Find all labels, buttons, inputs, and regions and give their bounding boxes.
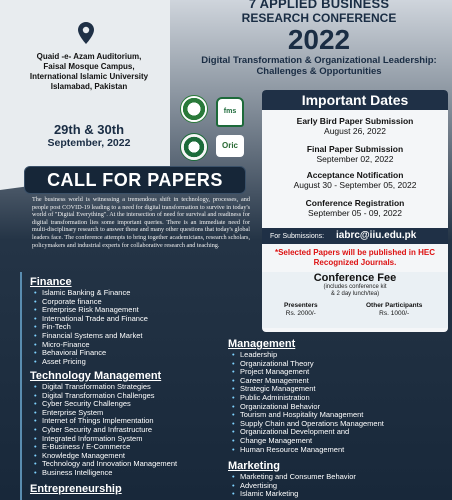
list-item: • Advertising bbox=[240, 482, 448, 491]
fee-others-value: Rs. 1000/- bbox=[379, 310, 410, 317]
list-item: • Islamic Banking & Finance bbox=[42, 289, 230, 298]
location-pin-icon bbox=[78, 22, 94, 44]
list-item: • Knowledge Management bbox=[42, 452, 230, 461]
venue-address bbox=[14, 52, 164, 92]
list-item: • Micro-Finance bbox=[42, 341, 230, 350]
title-year: 2022 bbox=[287, 24, 351, 55]
entrepreneurship-heading: Entrepreneurship bbox=[30, 483, 122, 495]
marketing-list bbox=[228, 473, 448, 499]
title-line-2: RESEARCH CONFERENCE bbox=[241, 11, 397, 25]
fee-presenters bbox=[284, 302, 318, 318]
finance-section bbox=[30, 276, 230, 366]
list-item: • E-Business / E-Commerce bbox=[42, 443, 230, 452]
left-accent-line bbox=[20, 272, 22, 500]
management-list bbox=[228, 351, 448, 454]
fee-presenters-value: Rs. 2000/- bbox=[285, 310, 316, 317]
oric-logo: Oric bbox=[216, 135, 244, 157]
list-item: • Career Management bbox=[240, 377, 448, 386]
fee-note-line: & 2 day lunch/tea) bbox=[330, 291, 380, 297]
venue-line: Faisal Mosque Campus, bbox=[43, 62, 135, 71]
technology-heading: Technology Management bbox=[30, 370, 162, 382]
list-item: • Digital Transformation Strategies bbox=[42, 383, 230, 392]
selected-papers-note: *Selected Papers will be published in HEC Recognized Journals. bbox=[274, 248, 436, 267]
university-seal-logo bbox=[180, 95, 208, 123]
date-item-value: September 02, 2022 bbox=[316, 154, 394, 164]
list-item: • Supply Chain and Operations Management bbox=[240, 420, 448, 429]
important-dates-heading: Important Dates bbox=[262, 90, 448, 110]
fee-presenters-label: Presenters bbox=[284, 302, 318, 309]
list-item: • Organizational Behavior bbox=[240, 403, 448, 412]
management-section bbox=[228, 338, 448, 454]
marketing-section bbox=[228, 460, 448, 499]
conference-dates bbox=[14, 122, 164, 150]
date-main: 29th & 30th bbox=[53, 122, 125, 137]
conference-title bbox=[186, 0, 452, 77]
technology-section bbox=[30, 370, 230, 478]
call-for-papers-banner bbox=[24, 166, 246, 194]
list-item: • Financial Systems and Market bbox=[42, 332, 230, 341]
list-item: • Asset Pricing bbox=[42, 358, 230, 367]
list-item: • Islamic Marketing bbox=[240, 490, 448, 499]
list-item: • Integrated Information System bbox=[42, 435, 230, 444]
finance-heading: Finance bbox=[30, 276, 72, 288]
venue-line: International Islamic University bbox=[29, 72, 149, 81]
list-item: • Enterprise Risk Management bbox=[42, 306, 230, 315]
list-item: • Change Management bbox=[240, 437, 448, 446]
list-item: • Internet of Things Implementation bbox=[42, 417, 230, 426]
entrepreneurship-section bbox=[30, 483, 230, 495]
logo-group bbox=[178, 95, 258, 170]
date-item bbox=[262, 144, 448, 164]
list-item: • Organizational Theory bbox=[240, 360, 448, 369]
venue-line: Quaid -e- Azam Auditorium, bbox=[36, 52, 142, 61]
date-sub: September, 2022 bbox=[47, 137, 131, 149]
list-item: • Leadership bbox=[240, 351, 448, 360]
marketing-heading: Marketing bbox=[228, 460, 280, 472]
date-item bbox=[262, 116, 448, 136]
date-item-title: Early Bird Paper Submission bbox=[296, 116, 414, 126]
list-item: • Fin-Tech bbox=[42, 323, 230, 332]
intro-paragraph: The business world is witnessing a tremendous shift in technology, processes, and people post COVID-19 leading to a need for digital transformation to survive in today's world of "Digital Everything". At the intersection of need for survival and readiness for digital transformation lies some important queries. There is an immediate need for multi-disciplinary research to answer these and many other questions that today's global leaders face. The conference attempts to bring together academicians, research scholars, policymakers and industrial experts for collaborative research and teaching. bbox=[32, 196, 250, 249]
list-item: • Cyber Security Challenges bbox=[42, 400, 230, 409]
date-item bbox=[262, 170, 448, 190]
list-item: • Tourism and Hospitality Management bbox=[240, 411, 448, 420]
conference-subtitle: Digital Transformation & Organizational Leadership: Challenges & Opportunities bbox=[201, 55, 437, 77]
venue-line: Islamabad, Pakistan bbox=[50, 82, 128, 91]
fee-others-label: Other Participants bbox=[366, 302, 423, 309]
submission-email[interactable]: iabrc@iiu.edu.pk bbox=[336, 230, 417, 241]
list-item: • Cyber Security and Infrastructure bbox=[42, 426, 230, 435]
list-item: • Digital Transformation Challenges bbox=[42, 392, 230, 401]
fms-logo: fms bbox=[216, 97, 244, 127]
list-item: • Business Intelligence bbox=[42, 469, 230, 478]
date-item-value: August 26, 2022 bbox=[324, 126, 386, 136]
fee-note bbox=[262, 284, 448, 298]
submission-bar bbox=[262, 228, 448, 244]
submission-label: For Submissions: bbox=[270, 233, 325, 240]
fee-heading: Conference Fee bbox=[313, 272, 397, 284]
list-item: • Strategic Management bbox=[240, 385, 448, 394]
date-item-title: Acceptance Notification bbox=[306, 170, 404, 180]
date-item-title: Conference Registration bbox=[305, 198, 405, 208]
fee-note-line: (includes conference kit bbox=[323, 284, 387, 290]
management-heading: Management bbox=[228, 338, 296, 350]
title-line-1: 7 APPLIED BUSINESS bbox=[248, 0, 390, 11]
date-item-title: Final Paper Submission bbox=[306, 144, 404, 154]
date-item bbox=[262, 198, 448, 218]
finance-list bbox=[30, 289, 230, 366]
conference-fee-box bbox=[262, 272, 448, 328]
list-item: • Corporate finance bbox=[42, 298, 230, 307]
list-item: • Project Management bbox=[240, 368, 448, 377]
date-item-value: September 05 - 09, 2022 bbox=[307, 208, 403, 218]
list-item: • International Trade and Finance bbox=[42, 315, 230, 324]
list-item: • Public Administration bbox=[240, 394, 448, 403]
list-item: • Behavioral Finance bbox=[42, 349, 230, 358]
list-item: • Enterprise System bbox=[42, 409, 230, 418]
date-item-value: August 30 - September 05, 2022 bbox=[293, 180, 417, 190]
list-item: • Technology and Innovation Management bbox=[42, 460, 230, 469]
list-item: • Marketing and Consumer Behavior bbox=[240, 473, 448, 482]
call-for-papers-title: CALL FOR PAPERS bbox=[47, 170, 223, 190]
technology-list bbox=[30, 383, 230, 478]
list-item: • Organizational Development and bbox=[240, 428, 448, 437]
hec-logo bbox=[180, 133, 208, 161]
fee-others bbox=[366, 302, 422, 318]
list-item: • Human Resource Management bbox=[240, 446, 448, 455]
